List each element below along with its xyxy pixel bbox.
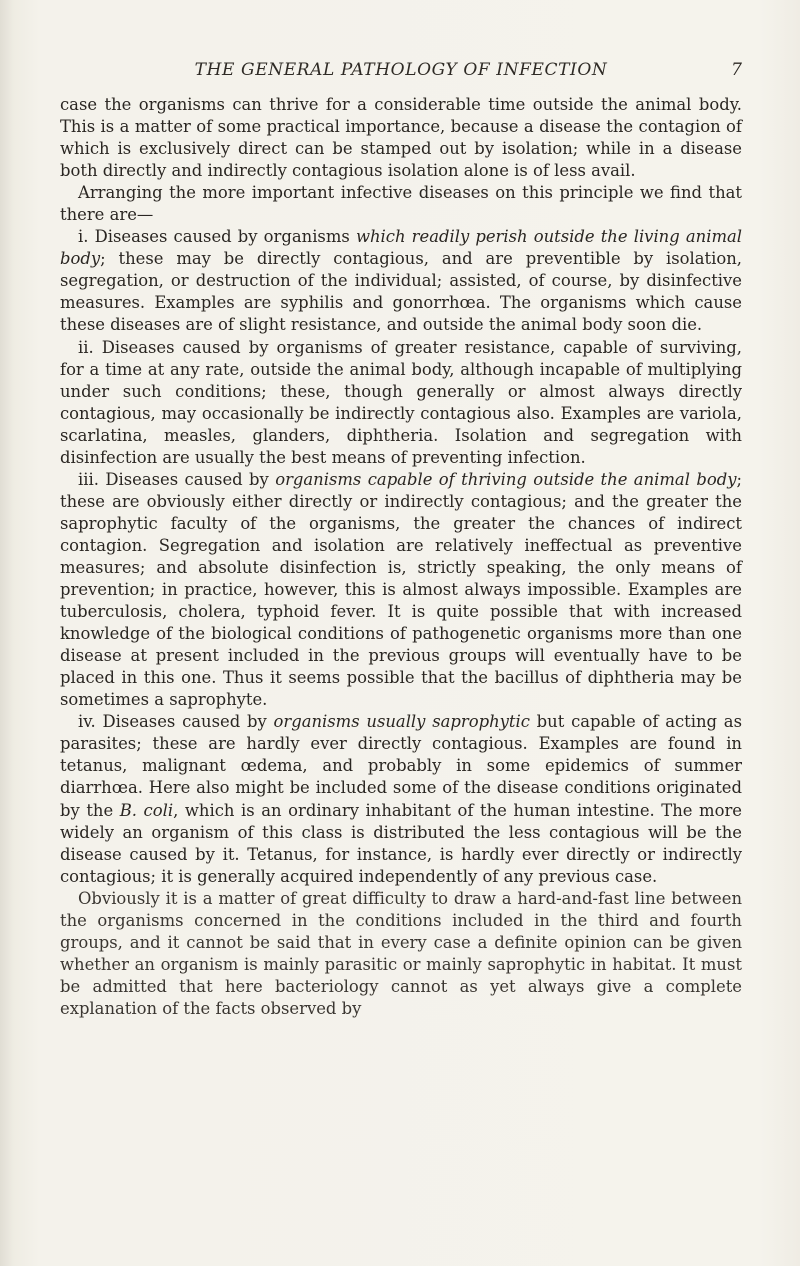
text-segment: case the organisms can thrive for a considerable time outside the animal body. This is a matter of some practical importance, because a disease the contagion of which is exclusively direct can be stamped out by isolation; while in a disease both directly and indirectly contagious isolation alone is of less avail. (60, 95, 742, 181)
paragraph-intro-list (60, 182, 742, 226)
text-segment: ; these are obviously either directly or indirectly contagious; and the greater the saprophytic faculty of the organisms, the greater the chances of indirect contagion. Segregation and isolation are relatively ineffectual as preventive measures; and absolute disinfection is, strictly speaking, the only means of prevention; in practice, however, this is almost always impossible. Examples are tuberculosis, cholera, typhoid fever. It is quite possible that with increased knowledge of the biological conditions of pathogenetic organisms more than one disease at present included in the previous groups will eventually have to be placed in this one. Thus it seems possible that the bacillus of diphtheria may be sometimes a saprophyte. (60, 469, 742, 710)
text-segment: but capable of acting as parasites; these are hardly ever directly contagious. Examples are found in tetanus, malignant œdema, and probably in some epidemics of summer diarrhœa. Here also might be included some of the disease conditions originated by the (60, 712, 742, 820)
gutter-shadow (0, 0, 14, 1266)
page-number: 7 (731, 60, 742, 80)
text-segment-italic: B. coli (119, 800, 174, 820)
text-segment-italic: organisms usually saprophytic (273, 712, 530, 732)
text-segment: iii. Diseases caused by (78, 469, 276, 489)
paragraph-group-i (60, 226, 742, 336)
text-segment: iv. Diseases caused by (78, 712, 274, 732)
page-header (60, 60, 742, 84)
text-segment: ; these may be directly contagious, and are preventible by isolation, segregation, or destruction of the individual; assisted, of course, by disinfective measures. Examples are syphilis and gonorrhœa. The organisms which cause these diseases are of slight resistance, and outside the animal body soon die. (60, 249, 742, 335)
text-segment: ii. Diseases caused by organisms of greater resistance, capable of surviving, for a time at any rate, outside the animal body, although incapable of multiplying under such conditions; these, though generally or almost always directly contagious, may occasionally be indirectly contagious also. Examples are variola, scarlatina, measles, glanders, diphtheria. Isolation and segregation with disinfection are usually the best means of preventing infection. (60, 337, 742, 467)
text-segment-italic: organisms capable of thriving outside the animal body (275, 469, 737, 489)
paragraph-group-iv (60, 711, 742, 887)
paragraph-group-ii (60, 337, 742, 469)
paragraph-continuation (60, 94, 742, 182)
running-head: THE GENERAL PATHOLOGY OF INFECTION (194, 60, 608, 80)
text-segment: Obviously it is a matter of great difficulty to draw a hard-and-fast line between the organisms concerned in the conditions included in the third and fourth groups, and it cannot be said that in every case a definite opinion can be given whether an organism is mainly parasitic or mainly saprophytic in habitat. It must be admitted that here bacteriology cannot as yet always give a complete explanation of the facts observed by (60, 888, 742, 1018)
paragraph-group-iii (60, 469, 742, 712)
text-segment-italic: which readily perish outside the living animal body (60, 227, 743, 269)
text-segment: , which is an ordinary inhabitant of the human intestine. The more widely an organism of this class is distributed the less contagious will be the disease caused by it. Tetanus, for instance, is hardly ever directly or indirectly contagious; it is generally acquired independently of any previous case. (60, 800, 742, 886)
paragraph-closing (60, 888, 742, 1020)
text-segment: i. Diseases caused by organisms (78, 227, 356, 247)
text-segment: Arranging the more important infective diseases on this principle we find that there are— (60, 183, 742, 225)
body-text (60, 94, 742, 1020)
